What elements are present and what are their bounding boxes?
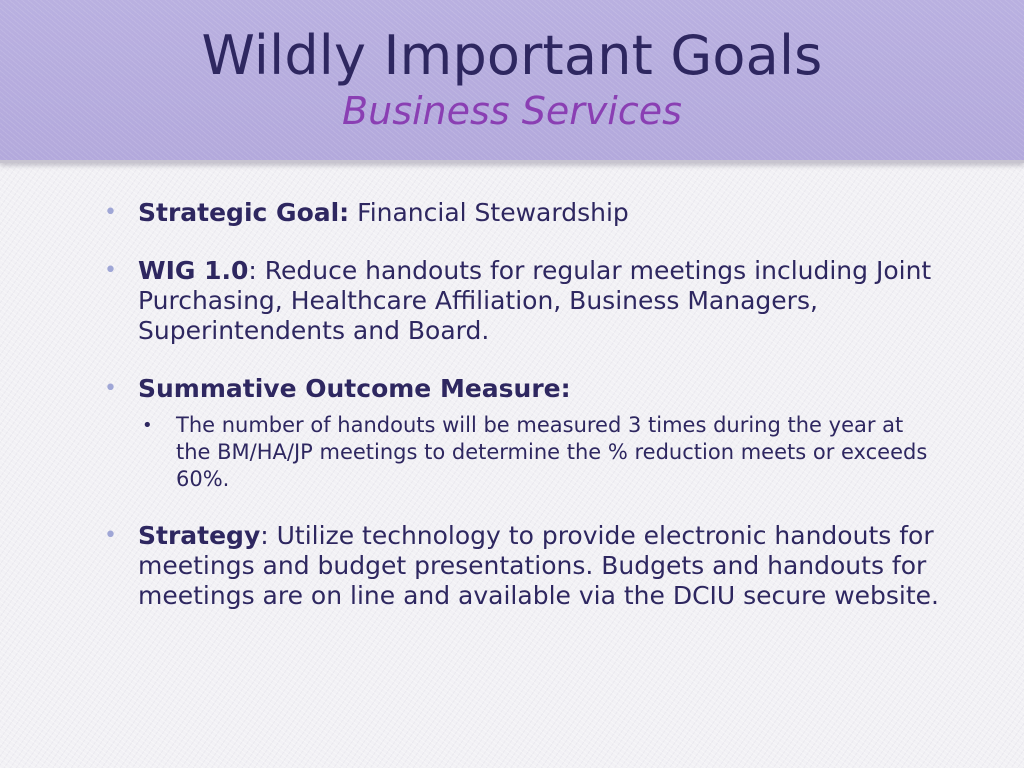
slide-body bbox=[100, 198, 940, 639]
bullet-summative-outcome bbox=[100, 374, 940, 493]
sub-bullet-icon: • bbox=[142, 415, 153, 436]
bullet-text: Financial Stewardship bbox=[349, 198, 629, 227]
bullet-icon: • bbox=[104, 258, 117, 283]
bullet-icon: • bbox=[104, 200, 117, 225]
bullet-text: : Reduce handouts for regular meetings including Joint Purchasing, Healthcare Affiliation, Business Managers, Superintendents and Board. bbox=[138, 256, 932, 345]
bullet-label: Strategic Goal: bbox=[138, 198, 350, 227]
bullet-wig bbox=[100, 256, 940, 346]
bullet-label: WIG 1.0 bbox=[138, 256, 249, 285]
sub-bullet-text: The number of handouts will be measured 3 times during the year at the BM/HA/JP meetings to determine the % reduction meets or exceeds 60%. bbox=[176, 413, 928, 491]
bullet-icon: • bbox=[104, 376, 117, 401]
sub-bullet-item bbox=[138, 412, 940, 493]
bullet-label: Summative Outcome Measure: bbox=[138, 374, 571, 403]
bullet-text: : Utilize technology to provide electronic handouts for meetings and budget presentations. Budgets and handouts for meetings are on line and available via the DCIU secure website. bbox=[138, 521, 940, 610]
bullet-label: Strategy bbox=[138, 521, 261, 550]
slide-title: Wildly Important Goals bbox=[201, 24, 823, 87]
slide-header bbox=[0, 0, 1024, 163]
bullet-strategic-goal bbox=[100, 198, 940, 228]
slide-subtitle: Business Services bbox=[342, 89, 682, 133]
bullet-icon: • bbox=[104, 523, 117, 548]
bullet-strategy bbox=[100, 521, 940, 611]
